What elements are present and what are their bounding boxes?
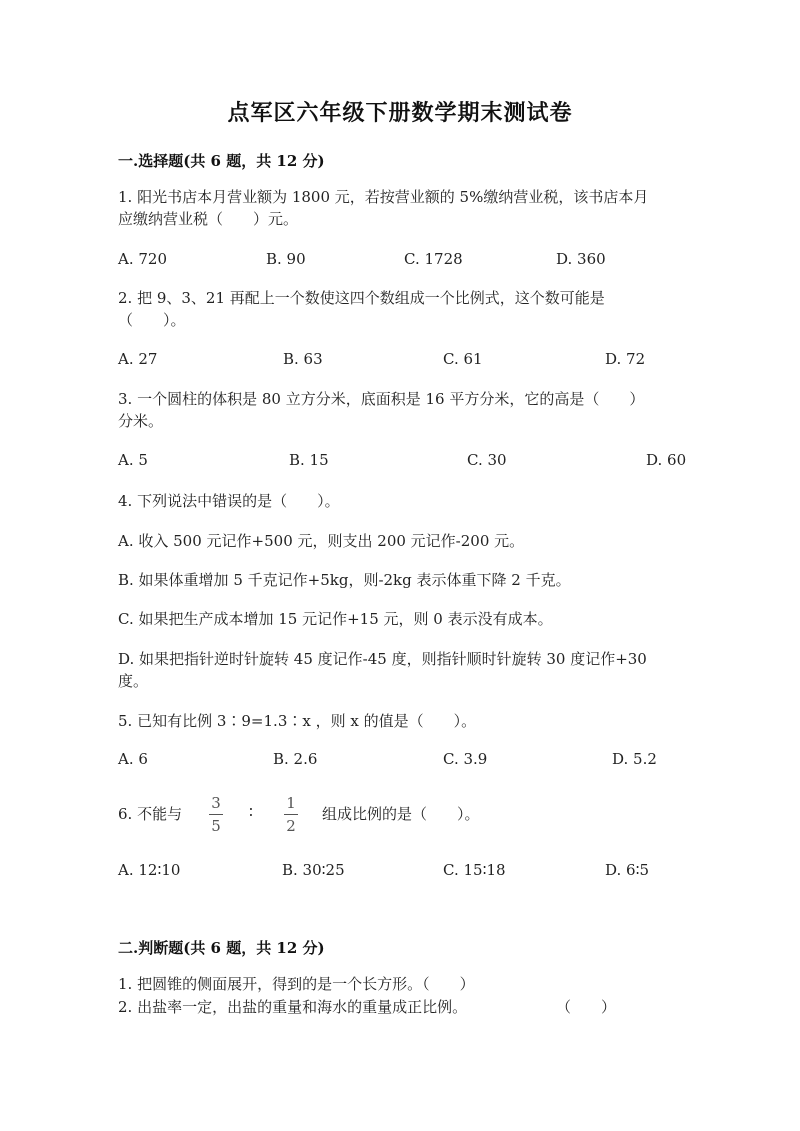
question-6-prefix: 6. 不能与	[118, 805, 183, 823]
answer-parentheses: （ ）	[556, 998, 617, 1016]
option-c: C. 3.9	[443, 750, 488, 768]
page-title: 点军区六年级下册数学期末测试卷	[227, 100, 573, 126]
fraction-denominator: 5	[211, 817, 221, 835]
question-2-stem	[118, 287, 698, 331]
option-d	[118, 648, 698, 692]
fraction-bar	[209, 814, 223, 815]
fraction-denominator: 2	[286, 817, 296, 835]
fraction-bar	[284, 814, 298, 815]
option-a: A. 6	[118, 750, 148, 768]
fraction-three-fifths	[209, 794, 223, 835]
section-heading-judgement: 二.判断题(共 6 题，共 12 分)	[118, 939, 325, 957]
question-text-line: 分米。	[118, 412, 164, 430]
option-c: C. 如果把生产成本增加 15 元记作+15 元，则 0 表示没有成本。	[118, 610, 553, 628]
option-d: D. 360	[556, 250, 606, 268]
option-a: A. 12∶10	[118, 861, 181, 879]
question-3-stem	[118, 388, 698, 432]
fraction-one-half	[284, 794, 298, 835]
option-a: A. 5	[118, 451, 148, 469]
question-5-stem: 5. 已知有比例 3∶9=1.3∶x ，则 x 的值是（ ）。	[118, 712, 477, 730]
question-1-stem	[118, 186, 698, 230]
option-a: A. 收入 500 元记作+500 元，则支出 200 元记作-200 元。	[118, 532, 525, 550]
option-b: B. 2.6	[273, 750, 318, 768]
question-text-line: 2. 把 9、3、21 再配上一个数使这四个数组成一个比例式，这个数可能是	[118, 289, 605, 307]
question-4-stem: 4. 下列说法中错误的是（ ）。	[118, 492, 340, 510]
judgement-question-1: 1. 把圆锥的侧面展开，得到的是一个长方形。（ ）	[118, 975, 475, 993]
option-c: C. 61	[443, 350, 483, 368]
option-d: D. 6∶5	[605, 861, 650, 879]
option-text-line: D. 如果把指针逆时针旋转 45 度记作-45 度，则指针顺时针旋转 30 度记作+30	[118, 650, 647, 668]
option-c: C. 30	[467, 451, 507, 469]
option-a: A. 27	[118, 350, 158, 368]
fraction-numerator: 3	[211, 794, 221, 812]
section-heading-choice: 一.选择题(共 6 题，共 12 分)	[118, 152, 325, 170]
option-c: C. 15∶18	[443, 861, 506, 879]
option-b: B. 30∶25	[282, 861, 345, 879]
option-b: B. 90	[266, 250, 306, 268]
judgement-question-2: 2. 出盐率一定，出盐的重量和海水的重量成正比例。	[118, 998, 468, 1016]
question-text-line: 1. 阳光书店本月营业额为 1800 元，若按营业额的 5%缴纳营业税，该书店本月	[118, 188, 649, 206]
question-text-line: 应缴纳营业税（ ）元。	[118, 210, 299, 228]
question-text-line: 3. 一个圆柱的体积是 80 立方分米，底面积是 16 平方分米，它的高是（ ）	[118, 390, 645, 408]
option-b: B. 15	[289, 451, 329, 469]
question-text-line: （ ）。	[118, 311, 186, 329]
fraction-numerator: 1	[286, 794, 296, 812]
option-b: B. 63	[283, 350, 323, 368]
option-b: B. 如果体重增加 5 千克记作+5kg，则-2kg 表示体重下降 2 千克。	[118, 571, 571, 589]
option-d: D. 60	[646, 451, 687, 469]
option-text-line: 度。	[118, 672, 149, 690]
option-d: D. 72	[605, 350, 646, 368]
option-a: A. 720	[118, 250, 167, 268]
option-c: C. 1728	[404, 250, 463, 268]
option-d: D. 5.2	[612, 750, 657, 768]
question-6-suffix: 组成比例的是（ ）。	[322, 805, 480, 823]
ratio-colon: ∶	[249, 803, 253, 821]
